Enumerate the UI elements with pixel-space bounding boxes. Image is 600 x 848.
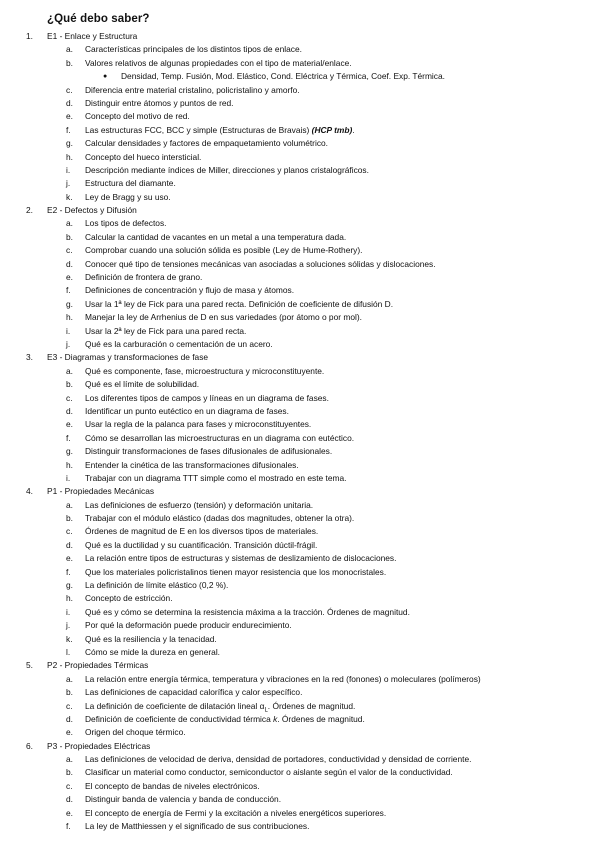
item-letter: i. [66, 325, 71, 336]
section-number: 3. [26, 352, 33, 363]
item-letter: g. [66, 446, 73, 457]
list-item [0, 97, 600, 110]
list-item [0, 191, 600, 204]
item-text: Clasificar un material como conductor, semiconductor o aislante según el valor de la conductividad. [85, 767, 453, 778]
list-item [0, 459, 600, 472]
list-item [0, 392, 600, 405]
list-item [0, 325, 600, 338]
item-letter: g. [66, 138, 73, 149]
list-item [0, 472, 600, 485]
item-text: Definición de coeficiente de conductividad térmica k. Órdenes de magnitud. [85, 713, 365, 724]
list-item [0, 512, 600, 525]
list-item [0, 592, 600, 605]
list-item [0, 378, 600, 391]
item-letter: h. [66, 459, 73, 470]
section-title: E3 - Diagramas y transformaciones de fase [47, 352, 209, 363]
item-letter: a. [66, 44, 73, 55]
list-item [0, 445, 600, 458]
item-text: La relación entre tipos de estructuras y sistemas de deslizamiento de dislocaciones. [85, 553, 397, 564]
item-text: Entender la cinética de las transformaciones difusionales. [85, 459, 299, 470]
item-letter: c. [66, 700, 73, 711]
section-heading [0, 30, 600, 43]
list-item [0, 151, 600, 164]
item-letter: e. [66, 807, 73, 818]
item-text: Manejar la ley de Arrhenius de D en sus variedades (por átomo o por mol). [85, 312, 362, 323]
item-text: Diferencia entre material cristalino, policristalino y amorfo. [85, 84, 300, 95]
section-title: P2 - Propiedades Térmicas [47, 660, 149, 671]
list-item [0, 820, 600, 833]
item-letter: b. [66, 687, 73, 698]
item-text: Qué es y cómo se determina la resistencia máxima a la tracción. Órdenes de magnitud. [85, 606, 410, 617]
item-text: Definición de frontera de grano. [85, 272, 203, 283]
list-item [0, 57, 600, 70]
item-letter: b. [66, 231, 73, 242]
item-text: Las definiciones de esfuerzo (tensión) y deformación unitaria. [85, 499, 314, 510]
section-title: E1 - Enlace y Estructura [47, 31, 138, 41]
list-item [0, 606, 600, 619]
item-letter: b. [66, 57, 73, 68]
list-item [0, 418, 600, 431]
item-letter: e. [66, 553, 73, 564]
item-text: Trabajar con un diagrama TTT simple como el mostrado en este tema. [85, 472, 347, 483]
section-number: 2. [26, 205, 33, 216]
list-item [0, 566, 600, 579]
item-text: Usar la 1ª ley de Fick para una pared recta. Definición de coeficiente de difusión D. [85, 298, 394, 309]
emphasis-text: (HCP tmb) [311, 124, 353, 135]
item-text: Definiciones de concentración y flujo de masa y átomos. [85, 285, 295, 296]
item-letter: h. [66, 312, 73, 323]
list-item [0, 579, 600, 592]
list-item [0, 311, 600, 324]
list-item [0, 258, 600, 271]
list-item [0, 231, 600, 244]
item-letter: c. [66, 245, 73, 256]
list-item [0, 110, 600, 123]
item-text: Conocer qué tipo de tensiones mecánicas van asociadas a soluciones sólidas y dislocaciones. [85, 258, 436, 269]
list-item [0, 539, 600, 552]
section-heading [0, 659, 600, 672]
list-item [0, 177, 600, 190]
item-letter: d. [66, 405, 73, 416]
item-letter: h. [66, 151, 73, 162]
item-letter: j. [66, 178, 71, 189]
item-text: El concepto de bandas de niveles electrónicos. [85, 780, 260, 791]
section-list [0, 30, 600, 833]
item-text: Calcular la cantidad de vacantes en un metal a una temperatura dada. [85, 231, 347, 242]
item-text: Distinguir transformaciones de fases difusionales de adifusionales. [85, 446, 333, 457]
item-letter: a. [66, 673, 73, 684]
emphasis-text: k [273, 713, 278, 724]
item-letter: a. [66, 218, 73, 229]
item-letter: i. [66, 606, 71, 617]
list-item [0, 552, 600, 565]
item-letter: j. [66, 620, 71, 631]
list-item [0, 525, 600, 538]
item-letter: e. [66, 111, 73, 122]
list-item [0, 633, 600, 646]
section-heading [0, 204, 600, 217]
list-item [0, 84, 600, 97]
section-heading [0, 351, 600, 364]
list-item [0, 405, 600, 418]
item-letter: e. [66, 272, 73, 283]
item-text: La relación entre energía térmica, temperatura y vibraciones en la red (fonones) o moleculares (polímeros) [85, 673, 481, 684]
item-text: Qué es componente, fase, microestructura y microconstituyente. [85, 365, 325, 376]
section-heading [0, 485, 600, 498]
list-item [0, 686, 600, 699]
item-text: Ley de Bragg y su uso. [85, 191, 171, 202]
item-letter: k. [66, 191, 73, 202]
list-item [0, 646, 600, 659]
item-letter: i. [66, 472, 71, 483]
bullet-icon: ● [103, 73, 108, 81]
item-letter: d. [66, 97, 73, 108]
section-number: 6. [26, 740, 33, 751]
item-letter: c. [66, 84, 73, 95]
item-letter: g. [66, 298, 73, 309]
section-title: E2 - Defectos y Difusión [47, 205, 137, 216]
section-number: 1. [26, 31, 33, 41]
item-letter: d. [66, 539, 73, 550]
item-text: Estructura del diamante. [85, 178, 176, 189]
list-item [0, 271, 600, 284]
item-text: Descripción mediante índices de Miller, direcciones y planos cristalográficos. [85, 164, 369, 175]
item-text: Distinguir entre átomos y puntos de red. [85, 97, 234, 108]
item-text: Concepto de estricción. [85, 593, 173, 604]
item-text: Las estructuras FCC, BCC y simple (Estructuras de Bravais) (HCP tmb). [85, 124, 355, 135]
list-item [0, 700, 600, 713]
item-text: Que los materiales policristalinos tienen mayor resistencia que los monocristales. [85, 566, 387, 577]
list-item [0, 338, 600, 351]
list-item [0, 164, 600, 177]
list-item [0, 726, 600, 739]
item-letter: a. [66, 499, 73, 510]
list-item [0, 713, 600, 726]
item-text: El concepto de energía de Fermi y la excitación a niveles energéticos superiores. [85, 807, 387, 818]
item-letter: c. [66, 780, 73, 791]
item-text: Los diferentes tipos de campos y líneas en un diagrama de fases. [85, 392, 329, 403]
section-number: 4. [26, 486, 33, 497]
item-letter: i. [66, 164, 71, 175]
list-item [0, 753, 600, 766]
item-text: La definición de límite elástico (0,2 %). [85, 580, 229, 591]
item-text: Concepto del hueco intersticial. [85, 151, 202, 162]
item-text: Usar la regla de la palanca para fases y microconstituyentes. [85, 419, 312, 430]
item-letter: j. [66, 338, 71, 349]
list-item [0, 432, 600, 445]
list-item [0, 217, 600, 230]
item-letter: h. [66, 593, 73, 604]
item-letter: b. [66, 379, 73, 390]
item-letter: b. [66, 513, 73, 524]
list-item [0, 124, 600, 137]
item-text: Las definiciones de velocidad de deriva, densidad de portadores, conductividad y densidad de corriente. [85, 754, 472, 765]
item-letter: c. [66, 526, 73, 537]
item-letter: e. [66, 419, 73, 430]
item-text: Órdenes de magnitud de E en los diversos tipos de materiales. [85, 526, 319, 537]
item-letter: l. [66, 646, 71, 657]
item-letter: f. [66, 432, 71, 443]
item-text: Origen del choque térmico. [85, 727, 186, 738]
item-text: Trabajar con el módulo elástico (dadas dos magnitudes, obtener la otra). [85, 513, 355, 524]
list-item [0, 43, 600, 56]
list-item [0, 793, 600, 806]
item-letter: d. [66, 713, 73, 724]
list-item [0, 284, 600, 297]
item-text: Qué es la ductilidad y su cuantificación. Transición dúctil-frágil. [85, 539, 318, 550]
item-text: Qué es la resiliencia y la tenacidad. [85, 633, 217, 644]
item-letter: f. [66, 124, 71, 135]
item-letter: f. [66, 821, 71, 832]
item-letter: k. [66, 633, 73, 644]
list-item [0, 807, 600, 820]
list-item [0, 780, 600, 793]
item-text: Valores relativos de algunas propiedades con el tipo de material/enlace. [85, 57, 352, 68]
item-text: Qué es la carburación o cementación de un acero. [85, 338, 273, 349]
item-letter: d. [66, 794, 73, 805]
item-text: Características principales de los distintos tipos de enlace. [85, 44, 302, 55]
item-text: Las definiciones de capacidad calorífica y calor específico. [85, 687, 303, 698]
item-text: Por qué la deformación puede producir endurecimiento. [85, 620, 292, 631]
item-text: Identificar un punto eutéctico en un diagrama de fases. [85, 405, 289, 416]
item-letter: f. [66, 566, 71, 577]
list-item [0, 298, 600, 311]
section-heading [0, 740, 600, 753]
item-letter: a. [66, 754, 73, 765]
item-letter: a. [66, 365, 73, 376]
section-number: 5. [26, 660, 33, 671]
item-letter: g. [66, 580, 73, 591]
section-title: P1 - Propiedades Mecánicas [47, 486, 155, 497]
item-text: Comprobar cuando una solución sólida es posible (Ley de Hume-Rothery). [85, 245, 363, 256]
sub-item-text: Densidad, Temp. Fusión, Mod. Elástico, Cond. Eléctrica y Térmica, Coef. Exp. Térmica. [121, 71, 445, 82]
item-text: Concepto del motivo de red. [85, 111, 190, 122]
list-item [0, 673, 600, 686]
list-item [0, 619, 600, 632]
subscript-text: L [264, 707, 268, 714]
item-letter: e. [66, 727, 73, 738]
section-title: P3 - Propiedades Eléctricas [47, 740, 151, 751]
item-text: La ley de Matthiessen y el significado de sus contribuciones. [85, 821, 310, 832]
item-text: Calcular densidades y factores de empaquetamiento volumétrico. [85, 138, 329, 149]
item-text: Cómo se desarrollan las microestructuras en un diagrama con eutéctico. [85, 432, 355, 443]
item-text: La definición de coeficiente de dilatación lineal $\alpha_L$. Órdenes de magnitud. [85, 700, 356, 714]
item-letter: c. [66, 392, 73, 403]
item-text: Distinguir banda de valencia y banda de conducción. [85, 794, 282, 805]
item-text: Los tipos de defectos. [85, 218, 167, 229]
sub-list-item [0, 70, 600, 83]
item-text: Cómo se mide la dureza en general. [85, 646, 221, 657]
item-letter: f. [66, 285, 71, 296]
list-item [0, 766, 600, 779]
list-item [0, 499, 600, 512]
item-text: Usar la 2ª ley de Fick para una pared recta. [85, 325, 247, 336]
page-title: ¿Qué debo saber? [47, 13, 150, 25]
item-text: Qué es el límite de solubilidad. [85, 379, 200, 390]
item-letter: b. [66, 767, 73, 778]
list-item [0, 137, 600, 150]
list-item [0, 244, 600, 257]
item-letter: d. [66, 258, 73, 269]
list-item [0, 365, 600, 378]
